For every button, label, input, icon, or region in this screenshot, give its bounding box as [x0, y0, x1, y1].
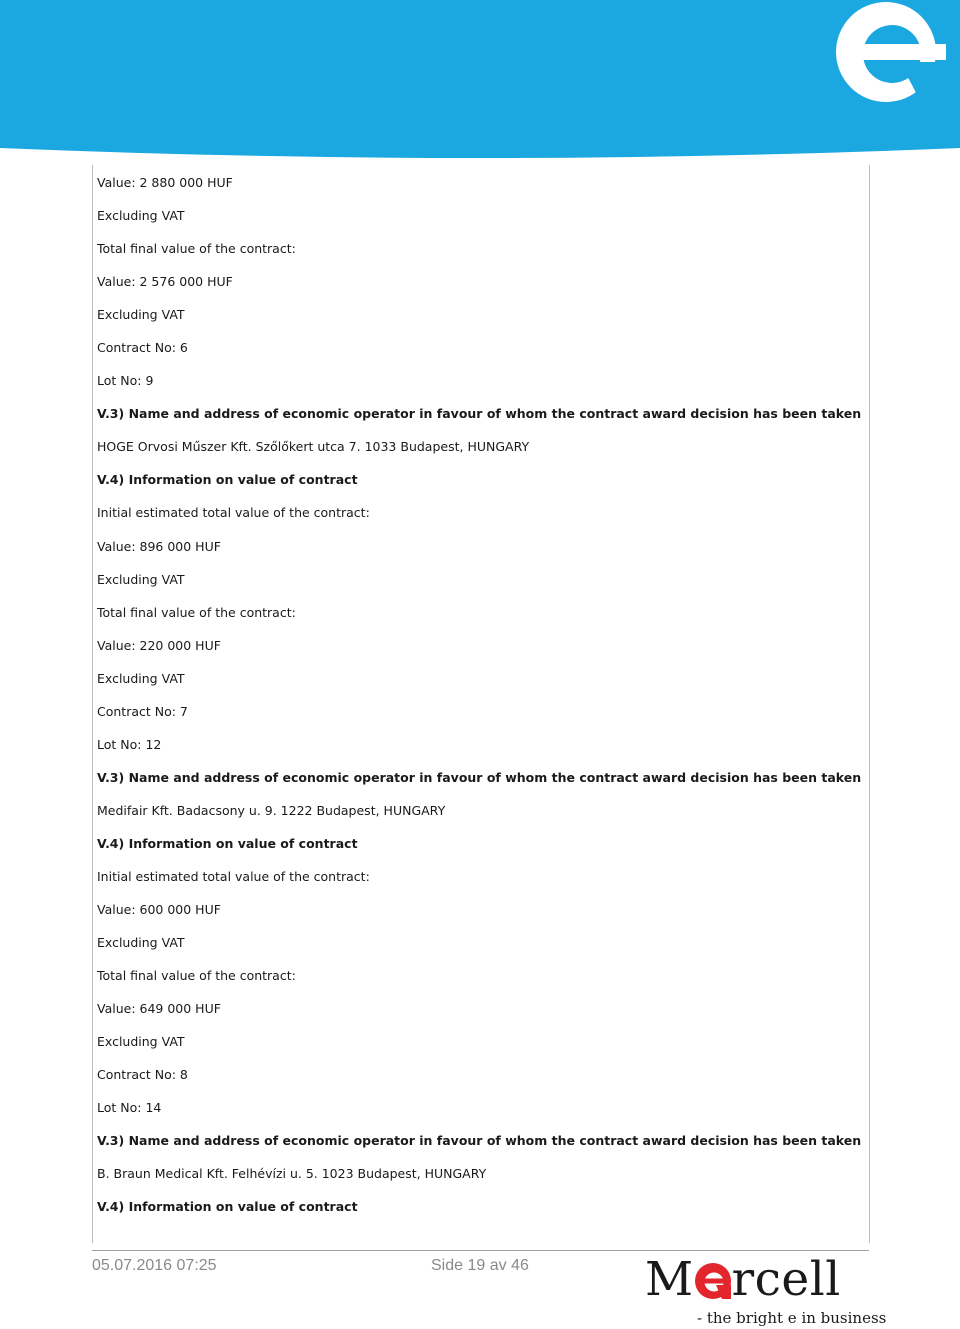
section-heading: V.4) Information on value of contract [97, 1199, 358, 1215]
footer-timestamp: 05.07.2016 07:25 [92, 1257, 217, 1274]
text-line: HOGE Orvosi Műszer Kft. Szőlőkert utca 7. 1033 Budapest, HUNGARY [97, 439, 530, 455]
text-line: Value: 896 000 HUF [97, 538, 221, 554]
text-line: Medifair Kft. Badacsony u. 9. 1222 Budapest, HUNGARY [97, 802, 446, 818]
text-line: Lot No: 12 [97, 736, 162, 752]
logo-suffix: rcell [731, 1252, 841, 1307]
text-line: Excluding VAT [97, 935, 185, 951]
banner-shape [0, 0, 960, 158]
text-line: Initial estimated total value of the contract: [97, 868, 370, 884]
company-logo [645, 1252, 887, 1329]
text-line: Excluding VAT [97, 208, 185, 224]
header-banner [0, 0, 960, 165]
section-heading: V.4) Information on value of contract [97, 835, 358, 851]
text-line: Excluding VAT [97, 1034, 185, 1050]
text-line: Contract No: 8 [97, 1067, 188, 1083]
section-heading: V.3) Name and address of economic operator in favour of whom the contract award decision has been taken [97, 1133, 862, 1149]
text-line: Contract No: 7 [97, 703, 188, 719]
footer-divider [92, 1250, 869, 1251]
section-heading: V.3) Name and address of economic operator in favour of whom the contract award decision has been taken [97, 406, 862, 422]
text-line: Contract No: 6 [97, 340, 188, 356]
text-line: Excluding VAT [97, 571, 185, 587]
text-line: Value: 2 880 000 HUF [97, 175, 233, 190]
logo-prefix: M [645, 1252, 694, 1307]
logo-tagline: - the bright e in business [697, 1309, 887, 1327]
text-line: Lot No: 14 [97, 1100, 162, 1116]
logo-wordmark [645, 1252, 841, 1307]
footer-page-number: Side 19 av 46 [431, 1257, 529, 1274]
text-line: Excluding VAT [97, 670, 185, 686]
section-heading: V.3) Name and address of economic operator in favour of whom the contract award decision has been taken [97, 769, 862, 785]
text-line: Value: 220 000 HUF [97, 637, 221, 653]
text-line: Value: 600 000 HUF [97, 902, 221, 918]
text-line: Initial estimated total value of the contract: [97, 505, 370, 521]
text-line: Lot No: 9 [97, 373, 154, 389]
text-line: Value: 2 576 000 HUF [97, 274, 233, 290]
text-line: Excluding VAT [97, 307, 185, 323]
text-line: Value: 649 000 HUF [97, 1001, 221, 1017]
text-line: Total final value of the contract: [97, 241, 296, 257]
section-heading: V.4) Information on value of contract [97, 472, 358, 488]
text-line: B. Braun Medical Kft. Felhévízi u. 5. 1023 Budapest, HUNGARY [97, 1166, 487, 1182]
logo-e-icon [695, 1263, 731, 1299]
text-line: Total final value of the contract: [97, 968, 296, 984]
text-line: Total final value of the contract: [97, 604, 296, 620]
document-body [97, 173, 862, 1231]
